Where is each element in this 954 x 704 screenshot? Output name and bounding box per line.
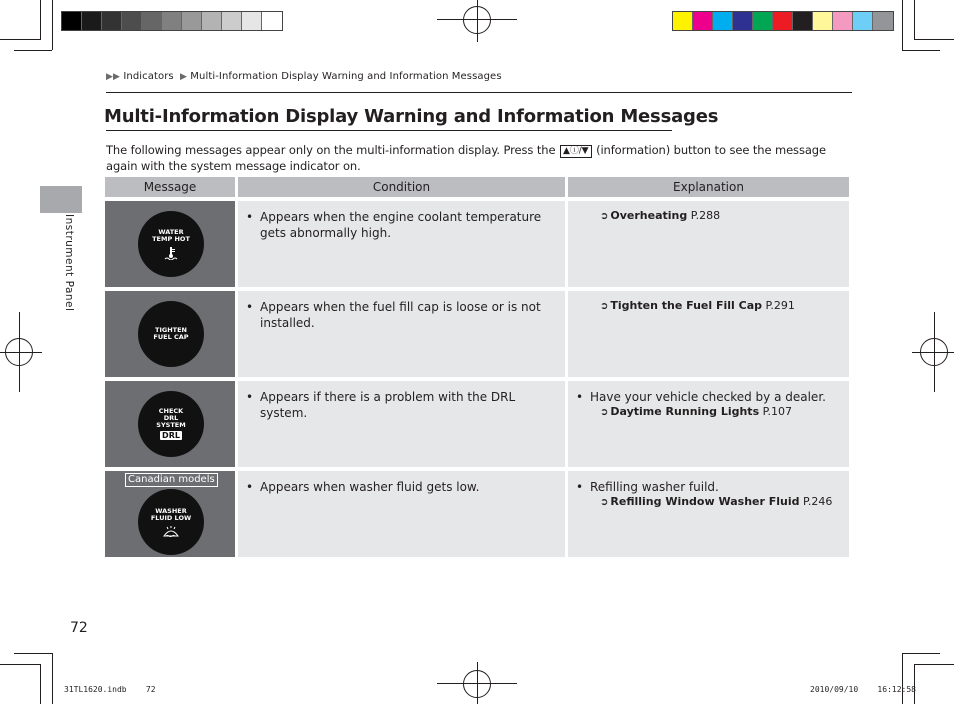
messages-table xyxy=(105,177,849,557)
color-swatch xyxy=(242,12,262,30)
bullet-icon: • xyxy=(576,390,584,404)
breadcrumb-item-current: Multi-Information Display Warning and Information Messages xyxy=(190,71,502,82)
color-swatch xyxy=(853,12,873,30)
display-text-line: SYSTEM xyxy=(156,421,186,429)
color-swatch xyxy=(713,12,733,30)
color-swatch xyxy=(693,12,713,30)
header-explanation: Explanation xyxy=(673,180,744,194)
table-row xyxy=(105,201,849,287)
display-text-line: DRL xyxy=(163,414,179,422)
breadcrumb-arrow-icon: ▶▶ xyxy=(106,72,121,82)
reference-link[interactable] xyxy=(576,209,839,224)
reference-title: Overheating xyxy=(610,209,688,222)
color-swatch xyxy=(182,12,202,30)
warning-display-disc xyxy=(138,211,204,277)
explanation-cell xyxy=(568,471,849,557)
reference-arrow-icon: ➲ xyxy=(600,407,609,418)
table-header xyxy=(105,177,849,197)
display-text-line: FUEL CAP xyxy=(153,333,189,341)
bullet-icon: • xyxy=(246,300,254,314)
display-text-line: CHECK xyxy=(158,407,184,415)
reference-title: Tighten the Fuel Fill Cap xyxy=(610,299,763,312)
bullet-icon: • xyxy=(246,480,254,494)
reference-link[interactable] xyxy=(576,299,839,314)
color-swatch xyxy=(102,12,122,30)
display-text-line: TEMP HOT xyxy=(152,234,190,243)
condition-text: Appears when the fuel fill cap is loose or is not installed. xyxy=(260,300,541,330)
reference-arrow-icon: ➲ xyxy=(600,211,609,222)
page-title: Multi-Information Display Warning and Information Messages xyxy=(104,106,719,127)
info-button-icon: ▲ⓘ/▼ xyxy=(560,145,591,158)
footer-timestamp: 2010/09/10 16:12:58 xyxy=(810,685,916,694)
page-number: 72 xyxy=(70,620,88,636)
condition-text: Appears when washer fluid gets low. xyxy=(260,480,480,494)
message-display-image xyxy=(105,471,235,557)
color-swatch xyxy=(262,12,282,30)
color-swatch xyxy=(733,12,753,30)
explanation-cell xyxy=(568,381,849,467)
process-color-bar xyxy=(672,11,894,31)
condition-text: Appears when the engine coolant temperature gets abnormally high. xyxy=(260,210,542,240)
breadcrumb-arrow-icon: ▶ xyxy=(177,72,187,82)
color-swatch xyxy=(62,12,82,30)
condition-cell xyxy=(238,471,565,557)
bullet-icon: • xyxy=(246,210,254,224)
explanation-text: Refilling washer fuild. xyxy=(590,480,719,494)
color-swatch xyxy=(142,12,162,30)
table-row xyxy=(105,471,849,557)
color-swatch xyxy=(82,12,102,30)
footer-file-info: 31TL1620.indb 72 xyxy=(64,685,156,694)
warning-display-disc xyxy=(138,489,204,555)
message-display-image xyxy=(105,381,235,467)
chapter-label: Instrument Panel xyxy=(63,214,75,312)
reference-arrow-icon: ➲ xyxy=(600,301,609,312)
warning-display-disc xyxy=(138,301,204,367)
reference-title: Daytime Running Lights xyxy=(610,405,760,418)
reference-page: P.107 xyxy=(762,405,793,418)
table-row xyxy=(105,291,849,377)
message-display-image xyxy=(105,201,235,287)
header-message: Message xyxy=(105,177,238,197)
message-display-image xyxy=(105,291,235,377)
color-swatch xyxy=(673,12,693,30)
warning-display-disc xyxy=(138,391,204,457)
color-swatch xyxy=(202,12,222,30)
washer-fluid-icon xyxy=(163,525,179,537)
display-text-line: TIGHTEN xyxy=(155,326,187,334)
intro-text-after: (information) button to see the message again with the system message indicator on. xyxy=(106,143,826,173)
color-swatch xyxy=(753,12,773,30)
condition-text: Appears if there is a problem with the DRL system. xyxy=(260,390,516,420)
color-swatch xyxy=(813,12,833,30)
coolant-temperature-icon xyxy=(164,246,178,260)
color-swatch xyxy=(833,12,853,30)
chapter-tab xyxy=(40,186,82,213)
header-condition: Condition xyxy=(238,177,568,197)
display-text-line: WATER xyxy=(158,227,184,236)
title-underline xyxy=(106,130,672,131)
reference-page: P.291 xyxy=(765,299,795,312)
color-swatch xyxy=(873,12,893,30)
explanation-cell xyxy=(568,291,849,377)
condition-cell xyxy=(238,291,565,377)
display-text-line: FLUID LOW xyxy=(150,513,192,522)
table-row xyxy=(105,381,849,467)
breadcrumb-item-indicators[interactable]: Indicators xyxy=(123,71,174,82)
breadcrumb xyxy=(106,71,502,82)
color-swatch xyxy=(162,12,182,30)
reference-arrow-icon: ➲ xyxy=(600,497,609,508)
region-label: Canadian models xyxy=(125,473,218,487)
reference-title: Refilling Window Washer Fluid xyxy=(610,495,800,508)
explanation-text: Have your vehicle checked by a dealer. xyxy=(590,390,826,404)
bullet-icon: • xyxy=(576,480,584,494)
color-swatch xyxy=(773,12,793,30)
grayscale-color-bar xyxy=(61,11,283,31)
display-text-line: WASHER xyxy=(155,506,187,515)
explanation-cell xyxy=(568,201,849,287)
drl-indicator-icon: DRL xyxy=(162,431,180,440)
bullet-icon: • xyxy=(246,390,254,404)
color-swatch xyxy=(222,12,242,30)
intro-text-before: The following messages appear only on the multi-information display. Press the xyxy=(106,143,556,157)
header-divider xyxy=(106,92,852,93)
reference-page: P.246 xyxy=(803,495,833,508)
color-swatch xyxy=(793,12,813,30)
reference-page: P.288 xyxy=(690,209,721,222)
condition-cell xyxy=(238,381,565,467)
reference-link[interactable] xyxy=(576,405,839,420)
intro-paragraph xyxy=(106,142,846,174)
reference-link[interactable] xyxy=(576,495,839,510)
color-swatch xyxy=(122,12,142,30)
condition-cell xyxy=(238,201,565,287)
